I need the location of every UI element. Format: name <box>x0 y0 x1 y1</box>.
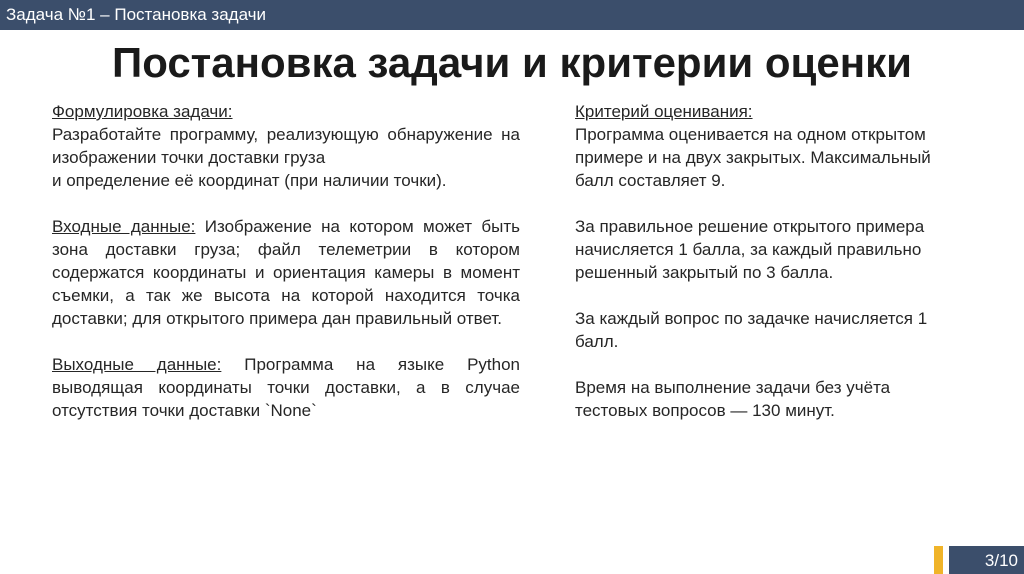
output-label: Выходные данные: <box>52 355 222 374</box>
scoring-line-2: начисляется 1 балла, за каждый правильно <box>575 240 922 259</box>
input-block <box>52 215 520 330</box>
time-line-1: Время на выполнение задачи без учёта <box>575 378 891 397</box>
header-bar <box>0 0 1024 30</box>
scoring-line-3: решенный закрытый по 3 балла. <box>575 263 834 282</box>
criteria-block <box>575 100 995 192</box>
input-label: Входные данные: <box>52 217 196 236</box>
right-column <box>575 100 995 445</box>
formulation-line-1: Разработайте программу, реализующую обнаружение на изображении точки доставки груза <box>52 125 520 167</box>
question-block <box>575 307 995 353</box>
slide-title: Постановка задачи и критерии оценки <box>112 39 912 86</box>
page-number: 3/10 <box>984 551 1018 570</box>
criteria-line-1: Программа оценивается на одном открытом <box>575 125 926 144</box>
input-text: Изображение на котором может быть зона доставки груза; файл телеметрии в котором содержатся координаты и ориентация камеры в момент съемки, а так же высота на которой находится точка доставки; для открытого примера дан правильный ответ. <box>52 217 520 328</box>
formulation-label: Формулировка задачи: <box>52 102 233 121</box>
footer-accent-bar <box>934 546 943 574</box>
left-column <box>52 100 520 445</box>
page-indicator <box>949 546 1024 574</box>
question-line-1: За каждый вопрос по задачке начисляется 1 <box>575 309 928 328</box>
time-block <box>575 376 995 422</box>
time-line-2: тестовых вопросов — 130 минут. <box>575 401 835 420</box>
criteria-label: Критерий оценивания: <box>575 102 753 121</box>
criteria-line-2: примере и на двух закрытых. Максимальный <box>575 148 931 167</box>
scoring-block <box>575 215 995 284</box>
output-block <box>52 353 520 422</box>
formulation-text <box>52 123 520 192</box>
question-line-2: балл. <box>575 332 619 351</box>
criteria-line-3: балл составляет 9. <box>575 171 726 190</box>
formulation-line-2: и определение её координат (при наличии точки). <box>52 171 447 190</box>
formulation-block <box>52 100 520 192</box>
output-text: Программа на языке Python выводящая координаты точки доставки, а в случае отсутствия точки доставки `None` <box>52 355 521 420</box>
header-title: Задача №1 – Постановка задачи <box>6 5 267 24</box>
scoring-line-1: За правильное решение открытого примера <box>575 217 925 236</box>
